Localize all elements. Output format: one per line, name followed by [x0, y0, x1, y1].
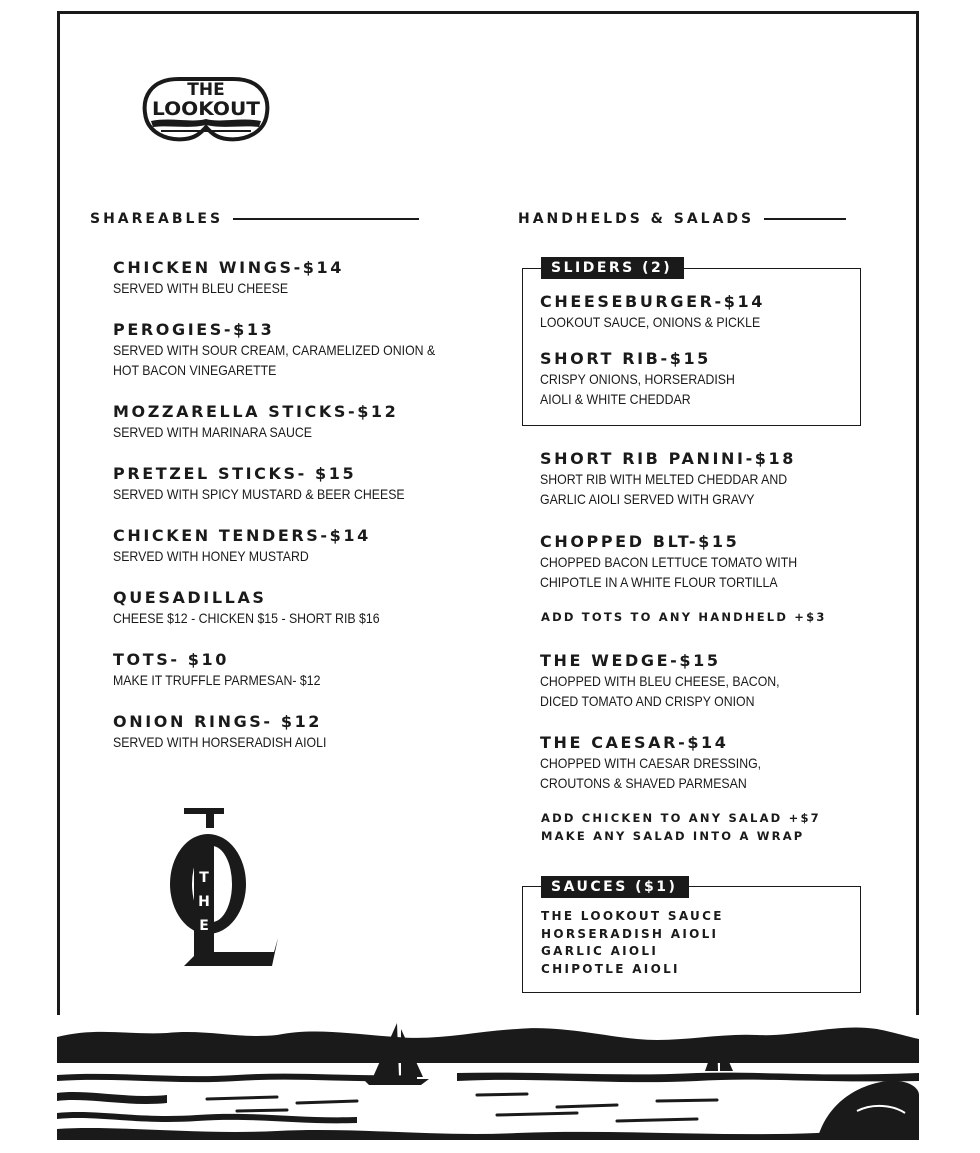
menu-item: [540, 449, 821, 509]
item-name: SHORT RIB-$15: [540, 349, 711, 368]
menu-item: [113, 402, 398, 442]
item-desc: CHOPPED WITH BLEU CHEESE, BACON,: [540, 673, 780, 689]
item-desc: LOOKOUT SAUCE, ONIONS & PICKLE: [540, 314, 761, 330]
item-desc: SERVED WITH HORSERADISH AIOLI: [113, 734, 327, 750]
monogram-letter: E: [199, 918, 209, 934]
menu-item: [113, 320, 479, 380]
logo-text-line1: THE: [187, 80, 225, 100]
menu-item: [113, 650, 349, 690]
item-name: PEROGIES-$13: [113, 320, 275, 339]
item-name: ONION RINGS- $12: [113, 712, 323, 731]
sauces-list: [541, 908, 724, 978]
sauces-label: SAUCES ($1): [541, 876, 689, 898]
menu-item: [540, 733, 791, 793]
sauce-item: CHIPOTLE AIOLI: [541, 961, 680, 976]
menu-item: [540, 349, 761, 409]
menu-item: [540, 532, 832, 592]
note-add-tots: ADD TOTS TO ANY HANDHELD +$3: [541, 610, 827, 624]
note-salad-wrap: MAKE ANY SALAD INTO A WRAP: [541, 829, 805, 843]
item-name: MOZZARELLA STICKS-$12: [113, 402, 399, 421]
item-desc: CROUTONS & SHAVED PARMESAN: [540, 775, 747, 791]
note-salad-add-chicken: ADD CHICKEN TO ANY SALAD +$7: [541, 811, 821, 825]
item-desc: SERVED WITH BLEU CHEESE: [113, 280, 289, 296]
handhelds-heading-rule: [764, 218, 846, 220]
monogram-letter: H: [198, 894, 210, 910]
item-desc: CHOPPED WITH CAESAR DRESSING,: [540, 755, 762, 771]
item-name: TOTS- $10: [113, 650, 229, 669]
menu-item: [113, 588, 416, 628]
sauce-item: GARLIC AIOLI: [541, 944, 659, 958]
item-name: CHICKEN TENDERS-$14: [113, 526, 371, 545]
menu-item: [540, 292, 790, 332]
menu-item: [113, 464, 444, 504]
lake-scene-illustration: [57, 1015, 919, 1140]
item-name: SHORT RIB PANINI-$18: [540, 449, 797, 468]
item-desc: CHIPOTLE IN A WHITE FLOUR TORTILLA: [540, 574, 778, 590]
item-name: THE CAESAR-$14: [540, 733, 729, 752]
item-desc: HOT BACON VINEGARETTE: [113, 362, 277, 378]
item-desc: MAKE IT TRUFFLE PARMESAN- $12: [113, 672, 321, 688]
item-desc: SHORT RIB WITH MELTED CHEDDAR AND: [540, 471, 788, 487]
sauce-item: THE LOOKOUT SAUCE: [541, 909, 724, 923]
item-desc: AIOLI & WHITE CHEDDAR: [540, 391, 691, 407]
handhelds-heading: [518, 211, 846, 227]
item-name: THE WEDGE-$15: [540, 651, 721, 670]
item-name: QUESADILLAS: [113, 588, 267, 607]
menu-item: [113, 712, 355, 752]
item-desc: SERVED WITH HONEY MUSTARD: [113, 548, 309, 564]
lookout-logo: [141, 73, 271, 145]
menu-item: [113, 526, 371, 566]
shareables-heading-text: SHAREABLES: [90, 211, 224, 227]
item-desc: SERVED WITH SPICY MUSTARD & BEER CHEESE: [113, 486, 405, 502]
shareables-heading: [90, 211, 419, 227]
handhelds-heading-text: HANDHELDS & SALADS: [518, 211, 755, 227]
shareables-heading-rule: [233, 218, 419, 220]
item-desc: CHOPPED BACON LETTUCE TOMATO WITH: [540, 554, 798, 570]
item-desc: CRISPY ONIONS, HORSERADISH: [540, 371, 735, 387]
item-desc: DICED TOMATO AND CRISPY ONION: [540, 693, 755, 709]
monogram-emblem: [160, 806, 280, 968]
sliders-label: SLIDERS (2): [541, 257, 684, 279]
monogram-letter: T: [199, 870, 209, 886]
menu-item: [540, 651, 812, 711]
logo-text-line2: LOOKOUT: [152, 98, 261, 120]
item-desc: SERVED WITH MARINARA SAUCE: [113, 424, 312, 440]
item-desc: SERVED WITH SOUR CREAM, CARAMELIZED ONION &: [113, 342, 436, 358]
item-name: CHOPPED BLT-$15: [540, 532, 740, 551]
item-desc: CHEESE $12 - CHICKEN $15 - SHORT RIB $16: [113, 610, 380, 626]
item-name: PRETZEL STICKS- $15: [113, 464, 357, 483]
item-desc: GARLIC AIOLI SERVED WITH GRAVY: [540, 491, 755, 507]
item-name: CHEESEBURGER-$14: [540, 292, 765, 311]
sauce-item: HORSERADISH AIOLI: [541, 926, 719, 941]
menu-item: [113, 258, 344, 298]
item-name: CHICKEN WINGS-$14: [113, 258, 345, 277]
